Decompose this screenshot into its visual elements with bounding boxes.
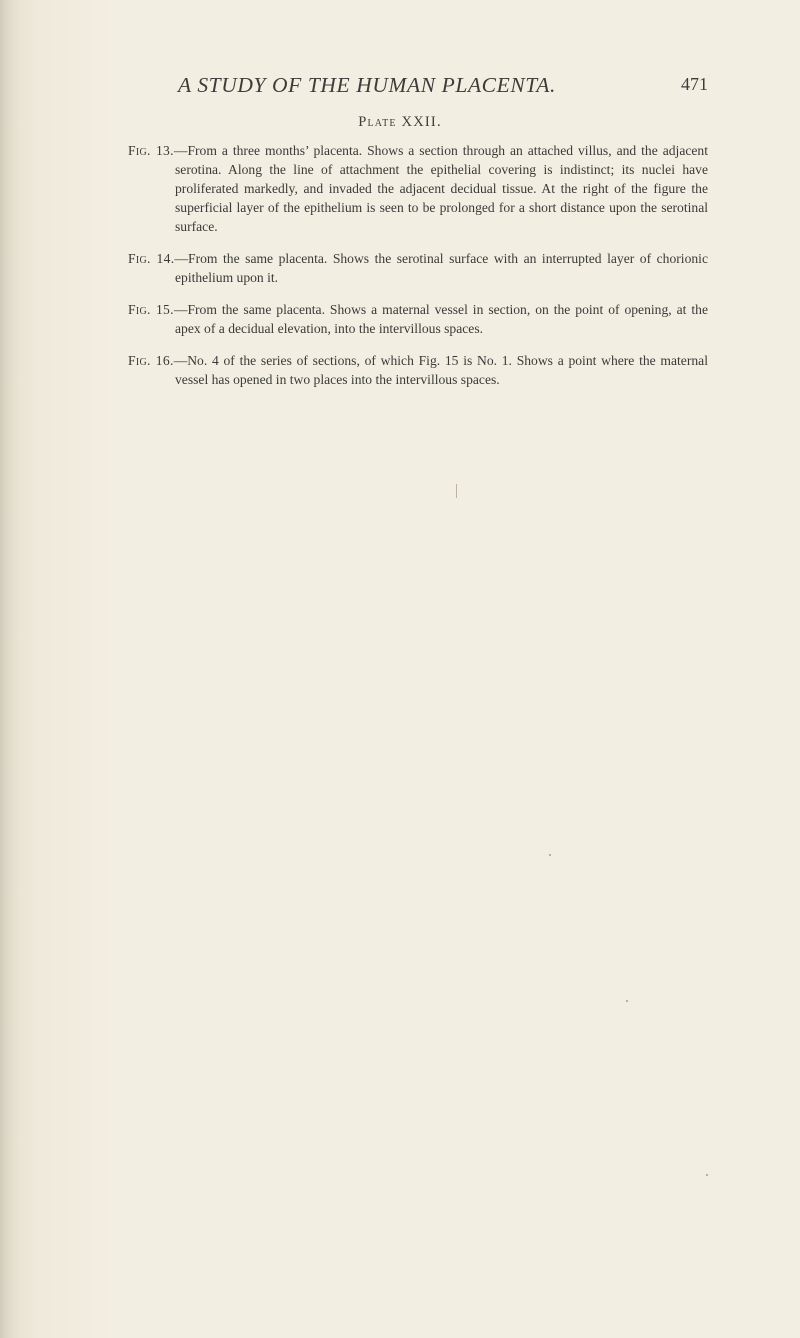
caption-text: —From the same placenta. Shows the serotinal surface with an interrupted layer of chorionic epithelium upon it. <box>174 251 708 285</box>
caption-fig-15 <box>128 300 708 338</box>
paper-speck <box>706 1174 708 1176</box>
running-title: A STUDY OF THE HUMAN PLACENTA. <box>178 73 556 97</box>
paper-speck <box>456 484 457 498</box>
figure-captions <box>128 141 708 402</box>
caption-fig-13 <box>128 141 708 236</box>
caption-label: Fig. 13. <box>128 143 174 158</box>
caption-fig-14 <box>128 249 708 287</box>
caption-label: Fig. 14. <box>128 251 175 266</box>
page-number: 471 <box>681 74 708 94</box>
plate-title: Plate XXII. <box>358 114 442 130</box>
caption-text: —From the same placenta. Shows a maternal vessel in section, on the point of opening, at the apex of a decidual elevation, into the intervillous spaces. <box>173 302 708 336</box>
caption-label: Fig. 16. <box>128 353 174 368</box>
caption-text: —No. 4 of the series of sections, of which Fig. 15 is No. 1. Shows a point where the maternal vessel has opened in two places into the intervillous spaces. <box>173 353 708 387</box>
paper-speck <box>549 854 551 856</box>
paper-speck <box>626 1000 628 1002</box>
caption-fig-16 <box>128 351 708 389</box>
caption-text: —From a three months’ placenta. Shows a section through an attached villus, and the adjacent serotina. Along the line of attachment the epithelial covering is indistinct; its nuclei have proliferated markedly, and invaded the adjacent decidual tissue. At the right of the figure the superficial layer of the epithelium is seen to be prolonged for a short distance upon the serotinal surface. <box>173 143 708 234</box>
page-header <box>178 73 708 103</box>
caption-label: Fig. 15. <box>128 302 174 317</box>
